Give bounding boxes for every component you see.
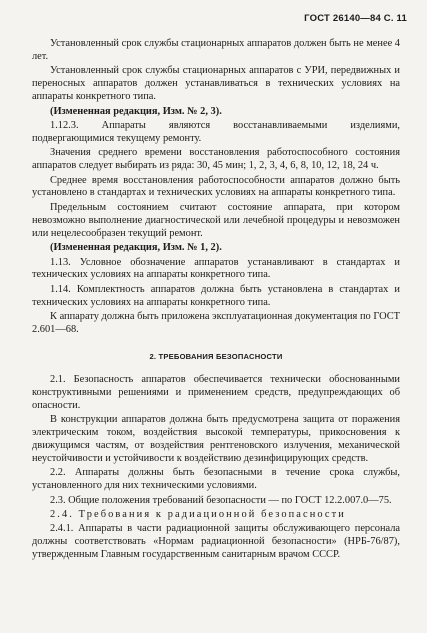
page-header: ГОСТ 26140—84 С. 11 — [304, 13, 407, 24]
paragraph: Установленный срок службы стационарных аппаратов с УРИ, передвижных и переносных аппаратов должен устанавливаться в технических условиях на аппараты конкретного типа. — [32, 65, 400, 103]
paragraph: 2.2. Аппараты должны быть безопасными в течение срока службы, установленного для них техническими условиями. — [32, 467, 400, 492]
paragraph: 1.12.3. Аппараты являются восстанавливаемыми изделиями, подвергающимися текущему ремонту. — [32, 119, 400, 144]
paragraph: 2.4.1. Аппараты в части радиационной защиты обслуживающего персонала должны соответствовать «Нормам радиационной безопасности» (НРБ-76/87), утвержденным Главным государственным санитарным врачом СССР. — [32, 523, 400, 561]
paragraph: К аппарату должна быть приложена эксплуатационная документация по ГОСТ 2.601—68. — [32, 311, 400, 336]
paragraph: Значения среднего времени восстановления работоспособного состояния аппаратов следует выбирать из ряда: 30, 45 мин; 1, 2, 3, 4, 6, 8, 10, 12, 18, 24 ч. — [32, 147, 400, 172]
paragraph: 2.3. Общие положения требований безопасности — по ГОСТ 12.2.007.0—75. — [50, 494, 392, 506]
section-title: 2. ТРЕБОВАНИЯ БЕЗОПАСНОСТИ — [149, 351, 283, 361]
amendment-note: (Измененная редакция, Изм. № 1, 2). — [50, 242, 222, 254]
amendment-note: (Измененная редакция, Изм. № 2, 3). — [50, 105, 222, 117]
paragraph: В конструкции аппаратов должна быть предусмотрена защита от поражения электрическим током, воздействия высокой температуры, прикосновения к движущимся частям, от воздействия рентгеновского излучения, механической неустойчивости и устойчивости к воздействию дезинфицирующих средств. — [32, 414, 400, 464]
document-body — [32, 38, 400, 564]
paragraph: Установленный срок службы стационарных аппаратов должен быть не менее 4 лет. — [32, 38, 400, 62]
paragraph: 1.13. Условное обозначение аппаратов устанавливают в стандартах и технических условиях на аппараты конкретного типа. — [32, 256, 400, 281]
paragraph: 2.1. Безопасность аппаратов обеспечивается технически обоснованными конструктивными решениями и применением средств, предупреждающих об опасности. — [32, 373, 400, 411]
subsection-title: 2.4. Требования к радиационной безопасности — [50, 508, 346, 520]
paragraph: 1.14. Комплектность аппаратов должна быть установлена в стандартах и технических условиях на аппараты конкретного типа. — [32, 283, 400, 308]
paragraph: Предельным состоянием считают состояние аппарата, при котором невозможно выполнение диагностической или лечебной процедуры и невозможен или нецелесообразен текущий ремонт. — [32, 201, 400, 239]
paragraph: Среднее время восстановления работоспособности аппаратов должно быть установлено в стандартах и технических условиях на аппараты конкретного типа. — [32, 174, 400, 199]
